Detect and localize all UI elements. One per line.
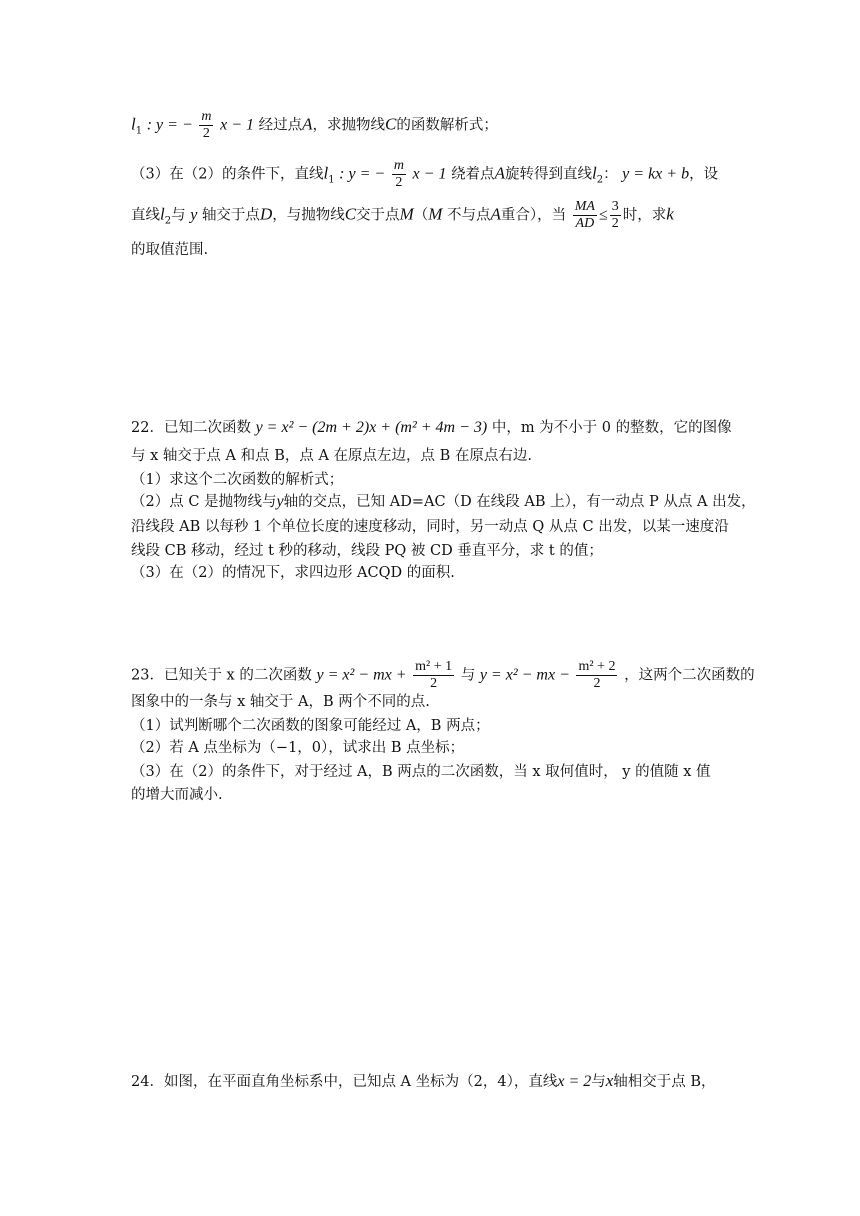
fraction: $\frac{3}{2}$: [611, 199, 619, 231]
q21-part3-line3: 的取值范围.: [131, 242, 209, 258]
q22-line4: （2）点 C 是抛物线与y轴的交点，已知 AD=AC（D 在线段 AB 上），有一动点 P 从点 A 出发，: [131, 493, 756, 510]
q24-line1: 24．如图，在平面直角坐标系中，已知点 A 坐标为（2，4），直线x = 2与x轴相交于点 B，: [131, 1071, 716, 1090]
fraction: $\frac{MA}{AD}$: [574, 199, 595, 231]
q22-line5: 沿线段 AB 以每秒 1 个单位长度的速度移动，同时，另一动点 Q 从点 C 出发，以某一速度沿: [131, 519, 729, 535]
q21-part3-line2: 直线$l_2$与 y 轴交于点D，与抛物线C交于点M（M 不与点A重合），当 $\frac{MA}{AD}$ ≤ $\frac{3}{2}$ 时，求k: [131, 199, 674, 231]
q23-line4: （2）若 A 点坐标为（−1，0），试求出 B 点坐标；: [131, 740, 465, 756]
fraction: $\frac{m}{2}$: [393, 158, 404, 190]
q23-line5: （3）在（2）的条件下，对于经过 A，B 两点的二次函数，当 x 取何值时， y 的值随 x 值: [131, 764, 711, 780]
q22-line6: 线段 CB 移动，经过 t 秒的移动，线段 PQ 被 CD 垂直平分，求 t 的值；: [131, 543, 603, 559]
q22-line3: （1）求这个二次函数的解析式；: [131, 472, 344, 488]
q23-line6: 的增大而减小.: [131, 787, 223, 803]
q22-line2: 与 x 轴交于点 A 和点 B，点 A 在原点左边，点 B 在原点右边.: [131, 448, 533, 464]
q21-part3-line1: （3）在（2）的条件下，直线$l_1$ : y = − $\frac{m}{2}$ x − 1 绕着点A旋转得到直线$l_2$： y = kx + b，设: [131, 158, 719, 190]
fraction: $\frac{m}{2}$: [201, 109, 212, 141]
q22-line7: （3）在（2）的情况下，求四边形 ACQD 的面积.: [131, 565, 455, 581]
fraction: $\frac{\text{m² + 1}}{2}$: [415, 659, 453, 691]
q23-line3: （1）试判断哪个二次函数的图象可能经过 A，B 两点；: [131, 718, 490, 734]
q22-line1: 22．已知二次函数 y = x² − (2m + 2)x + (m² + 4m − 3) 中，m 为不小于 0 的整数，它的图像: [131, 419, 732, 436]
fraction: $\frac{\text{m² + 2}}{2}$: [578, 659, 616, 691]
q23-line2: 图象中的一条与 x 轴交于 A，B 两个不同的点.: [131, 694, 430, 710]
q21-line1: $l_1$ : y = − $\frac{m}{2}$ x − 1 经过点A，求抛物线C的函数解析式；: [131, 109, 498, 141]
q23-line1: 23．已知关于 x 的二次函数 y = x² − mx + $\frac{\text{m² + 1}}{2}$ 与 y = x² − mx − $\frac{\text{m² + 2}}{2}$ ，这两个二次函数的: [131, 659, 755, 691]
